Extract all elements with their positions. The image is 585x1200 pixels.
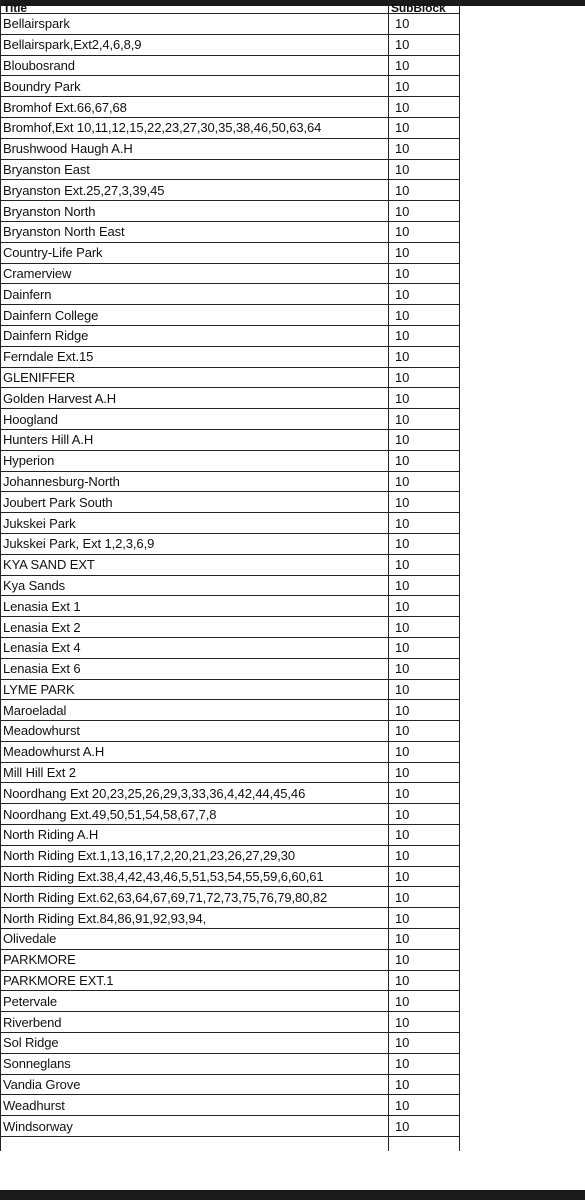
table-row: [1, 617, 460, 638]
table-row: [1, 845, 460, 866]
cell-subblock[interactable]: 10: [389, 284, 460, 305]
cell-subblock[interactable]: 10: [389, 929, 460, 950]
cell-title[interactable]: Bryanston North East: [1, 221, 389, 242]
cell-subblock[interactable]: 10: [389, 866, 460, 887]
table-row: [1, 263, 460, 284]
table-row: [1, 284, 460, 305]
table-row: [1, 970, 460, 991]
table-row: [1, 346, 460, 367]
cell-title[interactable]: Bryanston Ext.25,27,3,39,45: [1, 180, 389, 201]
cell-subblock[interactable]: 10: [389, 471, 460, 492]
table-row: [1, 14, 460, 35]
cell-subblock[interactable]: 10: [389, 450, 460, 471]
table-row: [1, 783, 460, 804]
table-row: [1, 76, 460, 97]
table-row: [1, 741, 460, 762]
cell-title[interactable]: Lenasia Ext 1: [1, 596, 389, 617]
table-row: [1, 242, 460, 263]
table-row: [1, 513, 460, 534]
cell-title[interactable]: Olivedale: [1, 929, 389, 950]
cell-title[interactable]: Dainfern Ridge: [1, 325, 389, 346]
table-row: [1, 721, 460, 742]
cell-subblock[interactable]: 10: [389, 700, 460, 721]
cell-title[interactable]: Sonneglans: [1, 1053, 389, 1074]
cell-subblock[interactable]: 10: [389, 180, 460, 201]
cell-title[interactable]: North Riding A.H: [1, 825, 389, 846]
cell-title[interactable]: Hoogland: [1, 409, 389, 430]
column-header-subblock[interactable]: SubBlock: [389, 0, 460, 14]
column-header-title[interactable]: Title: [1, 0, 389, 14]
cell-title[interactable]: Jukskei Park, Ext 1,2,3,6,9: [1, 533, 389, 554]
table-row: [1, 804, 460, 825]
cell-title[interactable]: Jukskei Park: [1, 513, 389, 534]
table-row: [1, 471, 460, 492]
table-row: [1, 533, 460, 554]
cell-subblock[interactable]: 10: [389, 679, 460, 700]
table-row: [1, 117, 460, 138]
cell-title[interactable]: LYME PARK: [1, 679, 389, 700]
empty-row: [1, 1137, 460, 1152]
cell-subblock[interactable]: 10: [389, 34, 460, 55]
cell-title[interactable]: Riverbend: [1, 1012, 389, 1033]
cell-subblock[interactable]: 10: [389, 513, 460, 534]
cell-title[interactable]: North Riding Ext.38,4,42,43,46,5,51,53,54,55,59,6,60,61: [1, 866, 389, 887]
cell-title[interactable]: Bryanston East: [1, 159, 389, 180]
cell-title[interactable]: Mill Hill Ext 2: [1, 762, 389, 783]
cell-subblock[interactable]: 10: [389, 1116, 460, 1137]
cell-subblock[interactable]: 10: [389, 596, 460, 617]
cell-subblock[interactable]: 10: [389, 242, 460, 263]
cell-title[interactable]: KYA SAND EXT: [1, 554, 389, 575]
cell-subblock[interactable]: 10: [389, 305, 460, 326]
cell-subblock[interactable]: 10: [389, 409, 460, 430]
cell-subblock[interactable]: 10: [389, 533, 460, 554]
cell-subblock[interactable]: 10: [389, 117, 460, 138]
table-row: [1, 305, 460, 326]
cell-subblock[interactable]: 10: [389, 845, 460, 866]
table-row: [1, 596, 460, 617]
table-row: [1, 409, 460, 430]
cell-title[interactable]: Petervale: [1, 991, 389, 1012]
header-row: [1, 0, 460, 14]
table-row: [1, 991, 460, 1012]
cell-subblock[interactable]: 10: [389, 367, 460, 388]
cell-subblock[interactable]: 10: [389, 325, 460, 346]
table-row: [1, 180, 460, 201]
table-row: [1, 55, 460, 76]
cell-title[interactable]: PARKMORE EXT.1: [1, 970, 389, 991]
cell-title[interactable]: Kya Sands: [1, 575, 389, 596]
table-row: [1, 367, 460, 388]
cell-subblock[interactable]: 10: [389, 991, 460, 1012]
cell-subblock[interactable]: 10: [389, 804, 460, 825]
cell-subblock[interactable]: 10: [389, 138, 460, 159]
cell-title[interactable]: North Riding Ext.84,86,91,92,93,94,: [1, 908, 389, 929]
table-row: [1, 34, 460, 55]
table-row: [1, 429, 460, 450]
cell-subblock[interactable]: 10: [389, 97, 460, 118]
table-row: [1, 825, 460, 846]
cell-subblock[interactable]: 10: [389, 887, 460, 908]
cell-subblock[interactable]: 10: [389, 388, 460, 409]
table-row: [1, 97, 460, 118]
cell-subblock[interactable]: 10: [389, 741, 460, 762]
cell-title[interactable]: Meadowhurst: [1, 721, 389, 742]
table-row: [1, 492, 460, 513]
table-row: [1, 1116, 460, 1137]
cell-title[interactable]: Bryanston North: [1, 201, 389, 222]
cell-title[interactable]: Sol Ridge: [1, 1033, 389, 1054]
cell-subblock[interactable]: 10: [389, 949, 460, 970]
table-row: [1, 1033, 460, 1054]
cell-subblock[interactable]: 10: [389, 721, 460, 742]
cell-title[interactable]: Noordhang Ext.49,50,51,54,58,67,7,8: [1, 804, 389, 825]
table-row: [1, 866, 460, 887]
cell-title[interactable]: Lenasia Ext 6: [1, 658, 389, 679]
table-row: [1, 1012, 460, 1033]
cell-title[interactable]: Bromhof Ext.66,67,68: [1, 97, 389, 118]
cell-title[interactable]: Lenasia Ext 2: [1, 617, 389, 638]
cell-title[interactable]: Meadowhurst A.H: [1, 741, 389, 762]
table-row: [1, 762, 460, 783]
cell-subblock[interactable]: 10: [389, 617, 460, 638]
table-row: [1, 1053, 460, 1074]
cell-subblock[interactable]: 10: [389, 159, 460, 180]
cell-title[interactable]: Noordhang Ext 20,23,25,26,29,3,33,36,4,42,44,45,46: [1, 783, 389, 804]
cell-title[interactable]: Boundry Park: [1, 76, 389, 97]
table-body: [1, 14, 460, 1152]
cell-subblock[interactable]: 10: [389, 783, 460, 804]
cell-title[interactable]: Cramerview: [1, 263, 389, 284]
table-row: [1, 679, 460, 700]
table-row: [1, 159, 460, 180]
cell-subblock[interactable]: 10: [389, 201, 460, 222]
cell-title[interactable]: Hunters Hill A.H: [1, 429, 389, 450]
cell-subblock[interactable]: 10: [389, 637, 460, 658]
cell-subblock[interactable]: 10: [389, 1012, 460, 1033]
table-row: [1, 221, 460, 242]
cell-subblock[interactable]: 10: [389, 762, 460, 783]
cell-title[interactable]: Bellairspark,Ext2,4,6,8,9: [1, 34, 389, 55]
table-row: [1, 325, 460, 346]
cell-subblock[interactable]: 10: [389, 970, 460, 991]
cell-subblock[interactable]: 10: [389, 575, 460, 596]
cell-title[interactable]: North Riding Ext.62,63,64,67,69,71,72,73,75,76,79,80,82: [1, 887, 389, 908]
cell-title[interactable]: Lenasia Ext 4: [1, 637, 389, 658]
cell-title[interactable]: Weadhurst: [1, 1095, 389, 1116]
cell-subblock[interactable]: 10: [389, 55, 460, 76]
cell-title[interactable]: GLENIFFER: [1, 367, 389, 388]
cell-title[interactable]: North Riding Ext.1,13,16,17,2,20,21,23,26,27,29,30: [1, 845, 389, 866]
cell-title[interactable]: Windsorway: [1, 1116, 389, 1137]
cell-subblock[interactable]: 10: [389, 76, 460, 97]
table-row: [1, 1095, 460, 1116]
table-row: [1, 700, 460, 721]
cell-title[interactable]: Dainfern: [1, 284, 389, 305]
table-row: [1, 388, 460, 409]
cell-title[interactable]: Dainfern College: [1, 305, 389, 326]
cell-title[interactable]: Ferndale Ext.15: [1, 346, 389, 367]
cell-title[interactable]: Johannesburg-North: [1, 471, 389, 492]
cell-title[interactable]: Bromhof,Ext 10,11,12,15,22,23,27,30,35,38,46,50,63,64: [1, 117, 389, 138]
table-row: [1, 575, 460, 596]
cell-subblock[interactable]: 10: [389, 1053, 460, 1074]
cell-subblock[interactable]: 10: [389, 14, 460, 35]
cell-subblock[interactable]: 10: [389, 221, 460, 242]
cell-title[interactable]: Brushwood Haugh A.H: [1, 138, 389, 159]
cell-subblock[interactable]: 10: [389, 554, 460, 575]
cell-subblock[interactable]: 10: [389, 263, 460, 284]
table-row: [1, 929, 460, 950]
bottom-edge-bar: [0, 1190, 585, 1200]
table-row: [1, 949, 460, 970]
cell-title[interactable]: PARKMORE: [1, 949, 389, 970]
cell-title[interactable]: Joubert Park South: [1, 492, 389, 513]
table-row: [1, 201, 460, 222]
empty-cell[interactable]: [1, 1137, 389, 1152]
cell-subblock[interactable]: 10: [389, 658, 460, 679]
table-row: [1, 637, 460, 658]
cell-subblock[interactable]: 10: [389, 429, 460, 450]
table-row: [1, 887, 460, 908]
cell-subblock[interactable]: 10: [389, 1033, 460, 1054]
table-row: [1, 1074, 460, 1095]
cell-title[interactable]: Country-Life Park: [1, 242, 389, 263]
cell-subblock[interactable]: 10: [389, 492, 460, 513]
empty-cell[interactable]: [389, 1137, 460, 1152]
table-row: [1, 554, 460, 575]
table-row: [1, 658, 460, 679]
table-row: [1, 450, 460, 471]
cell-subblock[interactable]: 10: [389, 1074, 460, 1095]
cell-title[interactable]: Bloubosrand: [1, 55, 389, 76]
cell-subblock[interactable]: 10: [389, 825, 460, 846]
cell-subblock[interactable]: 10: [389, 1095, 460, 1116]
cell-title[interactable]: Maroeladal: [1, 700, 389, 721]
cell-subblock[interactable]: 10: [389, 346, 460, 367]
cell-title[interactable]: Hyperion: [1, 450, 389, 471]
cell-subblock[interactable]: 10: [389, 908, 460, 929]
cell-title[interactable]: Vandia Grove: [1, 1074, 389, 1095]
cell-title[interactable]: Golden Harvest A.H: [1, 388, 389, 409]
table-row: [1, 138, 460, 159]
cell-title[interactable]: Bellairspark: [1, 14, 389, 35]
table-row: [1, 908, 460, 929]
